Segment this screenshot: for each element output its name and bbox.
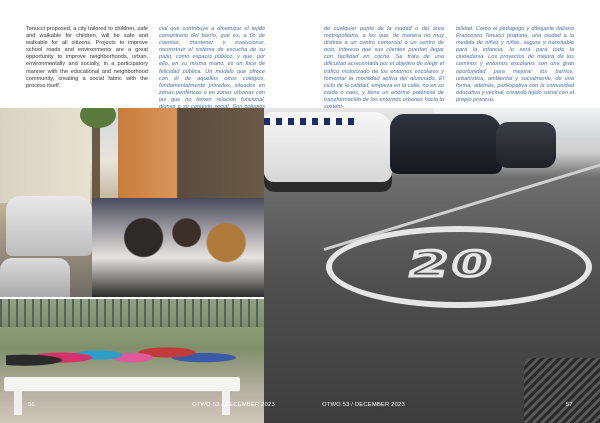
metal-fence [0, 299, 264, 327]
english-text-column: Tonucci proposed, a city tailored to children, safe and walkable for children, will be safe and walkable for all citizens. Projects to improve school roads and environments are a great opportunity to improve neighborhoods, urban, environmentally and socially, in a participatory manner with the educational and neighborhood community, creating a social fabric with the process itself. [26, 26, 148, 89]
page-number-left: 56 [28, 402, 35, 408]
crowd-of-parents-and-children [92, 198, 264, 297]
spanish-text-column-3: bilidad. Como el pedagogo y dibujante italiano Francesco Tonucci propone, una ciudad a la medida de niñas y niños, segura y transitable para la infancia, lo será para toda la ciudadanía. Los proyectos de mejora de los caminos y entornos escolares son una gran oportunidad para mejorar los barrios, urbanística, ambiental y socialmente, de una forma, además, participativa con la comunidad educativa y vecinal, creando tejido social con el propio proceso. [456, 26, 574, 103]
speed-limit-number: 20 [404, 244, 500, 285]
parked-car-front [0, 258, 70, 297]
spanish-text-column-1: cial que contribuye a dinamizar el tejido comunitario del barrio, que es, a fin de cuentas, mantener y evolucionar, reconstruir el sistema de escucha de su patio, como espacio público, y que, por ello, en su misma mano, es un foco de felicidad pública. Un modelo que ofrece con él de aquellos otros colegios, fundamentalmente privados, situados en zonas periféricas o en zonas urbanas con las que no tienen relación funcional, [159, 26, 265, 103]
police-car [264, 112, 392, 192]
road-speed-marking-photo [264, 108, 600, 423]
spanish-text-column-2: de cualquier punto de la ciudad o del área metropolitana, a los que, de manera no muy distinta a un centro comercial o un centro de ocio, interesa que sus clientes puedan llegar con facilidad en coche. Se trata de una dificultad acrecentada por el objetivo de elegir el tráfico motorizado de los entornos escolares y fomentar la movilidad activa del alumnado. El ciclo de la calidad, empieza en la calle, no en su caída o caos, y tiene un enorme potencial de transformación de los entornos urbanos hacia la [324, 26, 444, 103]
folio-title-right: OTWO 53 / DECEMBER 2023 [322, 402, 405, 408]
street-crowd-photo [0, 108, 264, 297]
dark-suv [390, 114, 502, 174]
white-bench [4, 377, 240, 391]
school-backpacks [6, 329, 236, 381]
parked-car-white [6, 196, 92, 256]
bench-leg-left [14, 389, 22, 415]
checkered-band [264, 118, 354, 125]
storm-drain-grate [524, 358, 600, 423]
page-number-right: 57 [566, 402, 573, 408]
dark-car [496, 122, 556, 168]
building-left [0, 108, 90, 203]
folio-title-left: OTWO 53 / DECEMBER 2023 [192, 402, 275, 408]
